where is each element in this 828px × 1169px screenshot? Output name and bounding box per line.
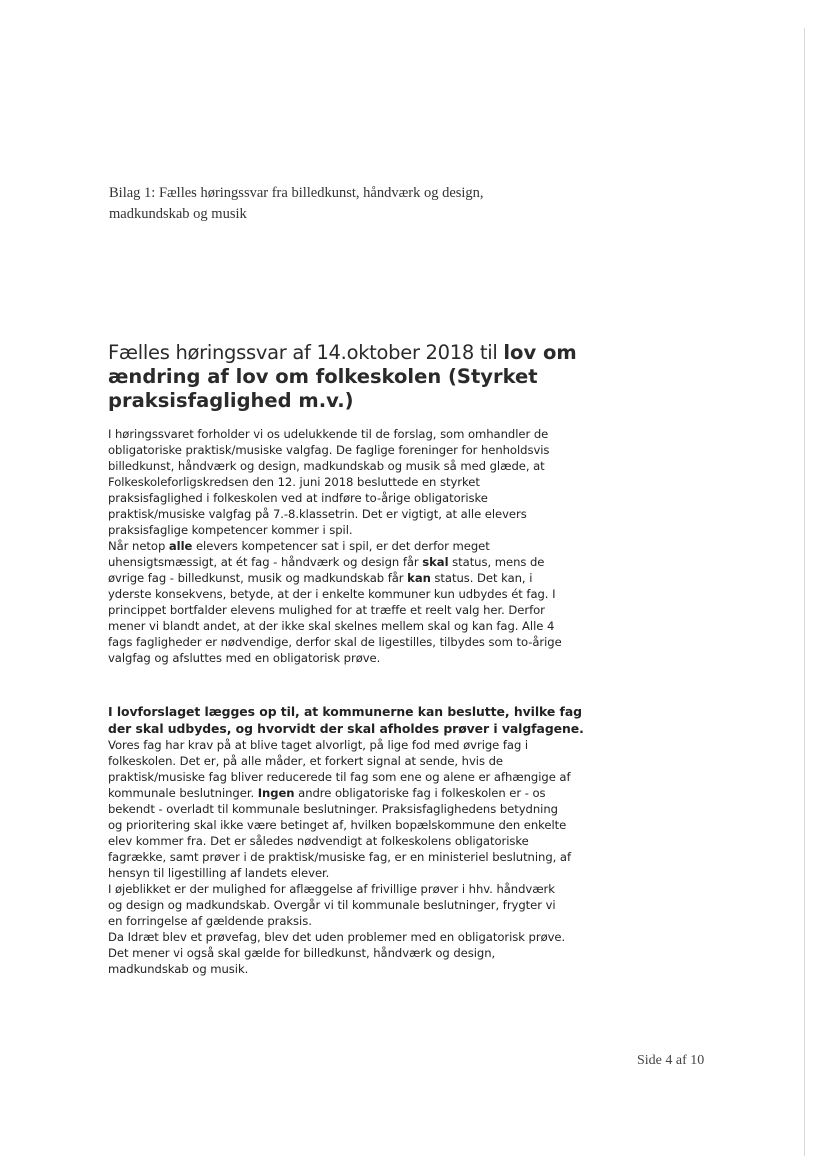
text-line bbox=[108, 785, 588, 801]
text-line: en forringelse af gældende praksis. bbox=[108, 914, 312, 928]
text-line: praktisk/musiske valgfag på 7.-8.klassetrin. Det er vigtigt, at alle elevers bbox=[108, 507, 527, 521]
text-run: status. Det kan, i bbox=[430, 571, 533, 585]
text-line: madkundskab og musik. bbox=[108, 962, 249, 976]
text-run: kommunale beslutninger. bbox=[108, 786, 258, 800]
text-line bbox=[108, 554, 588, 570]
text-run: elevers kompetencer sat i spil, er det derfor meget bbox=[192, 539, 490, 553]
text-line: yderste konsekvens, betyde, at der i enkelte kommuner kun udbydes ét fag. I bbox=[108, 587, 556, 601]
text-line: elev kommer fra. Det er således nødvendigt at folkeskolens obligatoriske bbox=[108, 834, 529, 848]
title-bold-part: lov om bbox=[503, 341, 577, 364]
appendix-header bbox=[109, 183, 579, 225]
text-line: valgfag og afsluttes med en obligatorisk prøve. bbox=[108, 651, 381, 665]
text-run: uhensigtsmæssigt, at ét fag - håndværk og design får bbox=[108, 555, 423, 569]
text-line: folkeskolen. Det er, på alle måder, et forkert signal at sende, hvis de bbox=[108, 754, 503, 768]
emphasis-text: alle bbox=[168, 539, 193, 553]
page-number: Side 4 af 10 bbox=[637, 1053, 705, 1068]
body-paragraph-1 bbox=[108, 426, 588, 666]
text-line: billedkunst, håndværk og design, madkundskab og musik så med glæde, at bbox=[108, 459, 545, 473]
page-edge-line bbox=[804, 28, 805, 1156]
text-run: andre obligatoriske fag i folkeskolen er - os bbox=[294, 786, 546, 800]
text-line: og design og madkundskab. Overgår vi til kommunale beslutninger, frygter vi bbox=[108, 898, 556, 912]
emphasis-text: kan bbox=[407, 571, 431, 585]
text-run: øvrige fag - billedkunst, musik og madkundskab får bbox=[108, 571, 408, 585]
emphasis-text: Ingen bbox=[257, 786, 295, 800]
text-line bbox=[108, 570, 588, 586]
title-line: praksisfaglighed m.v.) bbox=[108, 389, 354, 412]
text-line: Det mener vi også skal gælde for billedkunst, håndværk og design, bbox=[108, 946, 496, 960]
section-headline: I lovforslaget lægges op til, at kommunerne kan beslutte, hvilke fag bbox=[108, 704, 582, 719]
text-line: hensyn til ligestilling af landets elever. bbox=[108, 866, 330, 880]
text-line: mener vi blandt andet, at der ikke skal skelnes mellem skal og kan fag. Alle 4 bbox=[108, 619, 555, 633]
appendix-header-line: madkundskab og musik bbox=[109, 206, 247, 222]
section-headline: der skal udbydes, og hvorvidt der skal afholdes prøver i valgfagene. bbox=[108, 721, 584, 736]
text-line: Da Idræt blev et prøvefag, blev det uden problemer med en obligatorisk prøve. bbox=[108, 930, 566, 944]
text-line: praktisk/musiske fag bliver reducerede til fag som ene og alene er afhængige af bbox=[108, 770, 571, 784]
title-line: ændring af lov om folkeskolen (Styrket bbox=[108, 365, 538, 388]
text-line: princippet bortfalder elevens mulighed for at træffe et reelt valg her. Derfor bbox=[108, 603, 545, 617]
document-title bbox=[108, 341, 578, 413]
title-normal-part: Fælles høringssvar af 14.oktober 2018 til bbox=[108, 341, 504, 364]
text-line: og prioritering skal ikke være betinget af, hvilken bopælskommune den enkelte bbox=[108, 818, 567, 832]
text-line: obligatoriske praktisk/musiske valgfag. De faglige foreninger for henholdsvis bbox=[108, 443, 550, 457]
text-line: praksisfaglige kompetencer kommer i spil. bbox=[108, 523, 353, 537]
text-line: bekendt - overladt til kommunale beslutninger. Praksisfaglighedens betydning bbox=[108, 802, 558, 816]
text-line bbox=[108, 538, 588, 554]
emphasis-text: skal bbox=[422, 555, 449, 569]
text-line: I høringssvaret forholder vi os udelukkende til de forslag, som omhandler de bbox=[108, 427, 549, 441]
appendix-header-line: Bilag 1: Fælles høringssvar fra billedkunst, håndværk og design, bbox=[109, 185, 484, 201]
text-run: status, mens de bbox=[448, 555, 545, 569]
text-line: Folkeskoleforligskredsen den 12. juni 2018 besluttede en styrket bbox=[108, 475, 480, 489]
text-line: fags fagligheder er nødvendige, derfor skal de ligestilles, tilbydes som to-årige bbox=[108, 635, 562, 649]
text-line: Vores fag har krav på at blive taget alvorligt, på lige fod med øvrige fag i bbox=[108, 738, 529, 752]
text-line: fagrække, samt prøver i de praktisk/musiske fag, er en ministeriel beslutning, af bbox=[108, 850, 571, 864]
body-paragraph-2 bbox=[108, 703, 588, 977]
text-line: I øjeblikket er der mulighed for aflæggelse af frivillige prøver i hhv. håndværk bbox=[108, 882, 555, 896]
text-line: praksisfaglighed i folkeskolen ved at indføre to-årige obligatoriske bbox=[108, 491, 488, 505]
text-run: Når netop bbox=[108, 539, 169, 553]
